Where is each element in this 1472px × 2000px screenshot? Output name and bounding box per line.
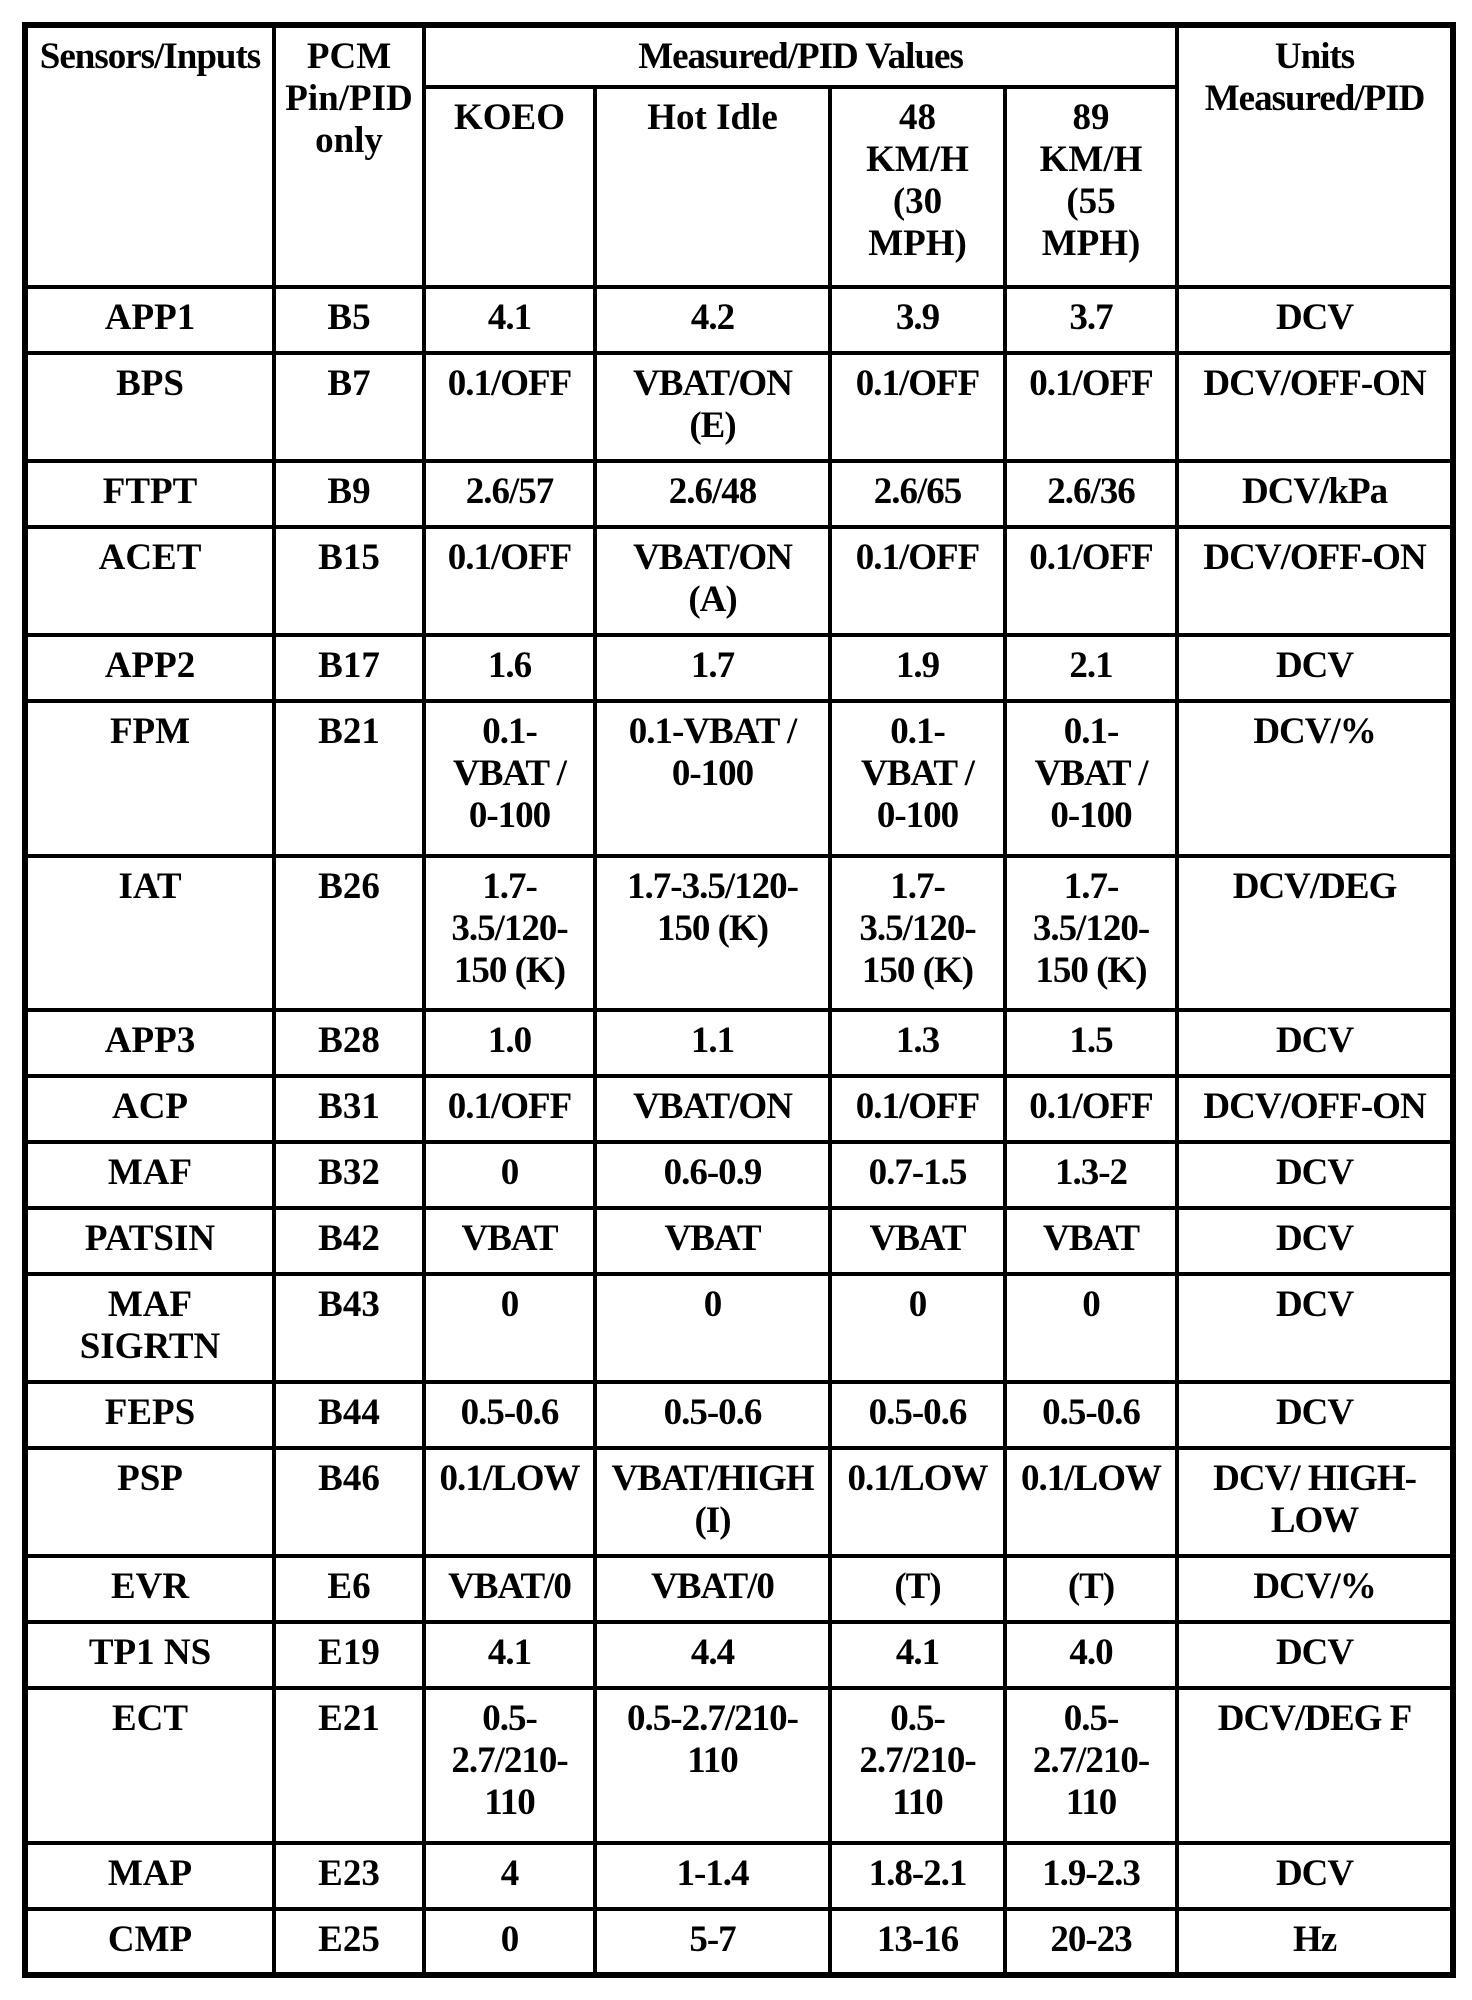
cell-89-kmh: 0.5- 2.7/210- 110 <box>1005 1688 1177 1842</box>
table-row <box>25 287 1453 353</box>
cell-koeo: 0.5-0.6 <box>424 1382 595 1448</box>
cell-sensor: FPM <box>25 701 274 855</box>
cell-units: DCV/DEG <box>1177 856 1453 1010</box>
cell-units: DCV <box>1177 1010 1453 1076</box>
cell-koeo: 0.5- 2.7/210- 110 <box>424 1688 595 1842</box>
table-row <box>25 1142 1453 1208</box>
cell-units: DCV/% <box>1177 701 1453 855</box>
cell-pin: B46 <box>274 1448 424 1556</box>
cell-pin: B7 <box>274 353 424 461</box>
cell-89-kmh: 0.1/OFF <box>1005 353 1177 461</box>
cell-koeo: 1.0 <box>424 1010 595 1076</box>
cell-pin: E19 <box>274 1622 424 1688</box>
cell-sensor: IAT <box>25 856 274 1010</box>
cell-pin: B21 <box>274 701 424 855</box>
cell-koeo: 2.6/57 <box>424 461 595 527</box>
cell-units: DCV/OFF-ON <box>1177 353 1453 461</box>
cell-48-kmh: VBAT <box>830 1208 1005 1274</box>
cell-hot-idle: 4.4 <box>595 1622 830 1688</box>
cell-hot-idle: VBAT/ON (A) <box>595 527 830 635</box>
table-row <box>25 461 1453 527</box>
cell-48-kmh: 0.1/OFF <box>830 353 1005 461</box>
cell-48-kmh: 0.1/LOW <box>830 1448 1005 1556</box>
cell-koeo: 0 <box>424 1142 595 1208</box>
cell-units: Hz <box>1177 1909 1453 1975</box>
cell-48-kmh: 0.1/OFF <box>830 527 1005 635</box>
cell-hot-idle: 1.7-3.5/120- 150 (K) <box>595 856 830 1010</box>
cell-48-kmh: 13-16 <box>830 1909 1005 1975</box>
cell-units: DCV/OFF-ON <box>1177 527 1453 635</box>
cell-pin: B17 <box>274 635 424 701</box>
cell-hot-idle: VBAT/ON (E) <box>595 353 830 461</box>
cell-sensor: APP2 <box>25 635 274 701</box>
cell-48-kmh: 1.8-2.1 <box>830 1843 1005 1909</box>
cell-sensor: PSP <box>25 1448 274 1556</box>
cell-89-kmh: 4.0 <box>1005 1622 1177 1688</box>
cell-koeo: 0.1- VBAT / 0-100 <box>424 701 595 855</box>
cell-sensor: TP1 NS <box>25 1622 274 1688</box>
cell-48-kmh: 0.1- VBAT / 0-100 <box>830 701 1005 855</box>
cell-koeo: 1.7- 3.5/120- 150 (K) <box>424 856 595 1010</box>
cell-koeo: 4.1 <box>424 1622 595 1688</box>
table-row <box>25 635 1453 701</box>
cell-units: DCV/kPa <box>1177 461 1453 527</box>
cell-89-kmh: 1.5 <box>1005 1010 1177 1076</box>
cell-hot-idle: 1.1 <box>595 1010 830 1076</box>
cell-pin: B43 <box>274 1274 424 1382</box>
cell-89-kmh: 0.1/OFF <box>1005 527 1177 635</box>
cell-sensor: BPS <box>25 353 274 461</box>
cell-48-kmh: (T) <box>830 1556 1005 1622</box>
cell-sensor: ACP <box>25 1076 274 1142</box>
table-row <box>25 1909 1453 1975</box>
table-row <box>25 1556 1453 1622</box>
header-koeo: KOEO <box>424 87 595 287</box>
table-row <box>25 527 1453 635</box>
header-pcm-pin: PCM Pin/PID only <box>274 25 424 287</box>
cell-sensor: MAF SIGRTN <box>25 1274 274 1382</box>
cell-units: DCV/ HIGH- LOW <box>1177 1448 1453 1556</box>
cell-hot-idle: VBAT/0 <box>595 1556 830 1622</box>
cell-89-kmh: 0 <box>1005 1274 1177 1382</box>
cell-units: DCV/DEG F <box>1177 1688 1453 1842</box>
cell-pin: B5 <box>274 287 424 353</box>
cell-hot-idle: 0.5-2.7/210- 110 <box>595 1688 830 1842</box>
cell-48-kmh: 0.7-1.5 <box>830 1142 1005 1208</box>
sensor-pid-table <box>22 22 1456 1978</box>
cell-units: DCV <box>1177 1382 1453 1448</box>
header-hot-idle: Hot Idle <box>595 87 830 287</box>
cell-48-kmh: 1.7- 3.5/120- 150 (K) <box>830 856 1005 1010</box>
cell-48-kmh: 1.9 <box>830 635 1005 701</box>
cell-units: DCV <box>1177 1208 1453 1274</box>
cell-89-kmh: 2.1 <box>1005 635 1177 701</box>
cell-pin: B44 <box>274 1382 424 1448</box>
cell-hot-idle: 0.6-0.9 <box>595 1142 830 1208</box>
cell-89-kmh: (T) <box>1005 1556 1177 1622</box>
cell-hot-idle: 0.5-0.6 <box>595 1382 830 1448</box>
cell-koeo: 0.1/OFF <box>424 353 595 461</box>
cell-hot-idle: 5-7 <box>595 1909 830 1975</box>
cell-sensor: CMP <box>25 1909 274 1975</box>
table-row <box>25 1843 1453 1909</box>
cell-89-kmh: 0.1/OFF <box>1005 1076 1177 1142</box>
header-measured-pid-values: Measured/PID Values <box>424 25 1177 87</box>
table-row <box>25 1076 1453 1142</box>
cell-sensor: EVR <box>25 1556 274 1622</box>
cell-hot-idle: VBAT/ON <box>595 1076 830 1142</box>
cell-sensor: PATSIN <box>25 1208 274 1274</box>
cell-sensor: APP1 <box>25 287 274 353</box>
cell-koeo: 1.6 <box>424 635 595 701</box>
cell-hot-idle: 1.7 <box>595 635 830 701</box>
cell-hot-idle: 4.2 <box>595 287 830 353</box>
cell-hot-idle: 0 <box>595 1274 830 1382</box>
cell-89-kmh: 2.6/36 <box>1005 461 1177 527</box>
cell-sensor: MAP <box>25 1843 274 1909</box>
cell-89-kmh: VBAT <box>1005 1208 1177 1274</box>
cell-89-kmh: 20-23 <box>1005 1909 1177 1975</box>
cell-pin: B31 <box>274 1076 424 1142</box>
cell-units: DCV <box>1177 1274 1453 1382</box>
table-row <box>25 1208 1453 1274</box>
header-48-kmh: 48 KM/H (30 MPH) <box>830 87 1005 287</box>
cell-units: DCV <box>1177 635 1453 701</box>
cell-hot-idle: 2.6/48 <box>595 461 830 527</box>
cell-sensor: FTPT <box>25 461 274 527</box>
cell-pin: B26 <box>274 856 424 1010</box>
cell-pin: B15 <box>274 527 424 635</box>
table-row <box>25 1010 1453 1076</box>
table-row <box>25 1688 1453 1842</box>
cell-koeo: 0.1/OFF <box>424 1076 595 1142</box>
cell-units: DCV/% <box>1177 1556 1453 1622</box>
cell-48-kmh: 0.5- 2.7/210- 110 <box>830 1688 1005 1842</box>
cell-48-kmh: 3.9 <box>830 287 1005 353</box>
cell-pin: E6 <box>274 1556 424 1622</box>
cell-48-kmh: 0.5-0.6 <box>830 1382 1005 1448</box>
cell-koeo: VBAT/0 <box>424 1556 595 1622</box>
cell-89-kmh: 0.1/LOW <box>1005 1448 1177 1556</box>
cell-koeo: 0 <box>424 1909 595 1975</box>
header-units-measured: Units Measured/PID <box>1177 25 1453 287</box>
cell-sensor: FEPS <box>25 1382 274 1448</box>
table-row <box>25 1382 1453 1448</box>
table-row <box>25 353 1453 461</box>
cell-89-kmh: 3.7 <box>1005 287 1177 353</box>
header-89-kmh: 89 KM/H (55 MPH) <box>1005 87 1177 287</box>
cell-89-kmh: 1.9-2.3 <box>1005 1843 1177 1909</box>
cell-hot-idle: 0.1-VBAT / 0-100 <box>595 701 830 855</box>
cell-koeo: 4 <box>424 1843 595 1909</box>
table-body <box>25 287 1453 1975</box>
header-sensors-inputs: Sensors/Inputs <box>25 25 274 287</box>
cell-koeo: 4.1 <box>424 287 595 353</box>
cell-hot-idle: VBAT <box>595 1208 830 1274</box>
cell-89-kmh: 0.5-0.6 <box>1005 1382 1177 1448</box>
cell-48-kmh: 0.1/OFF <box>830 1076 1005 1142</box>
cell-pin: E25 <box>274 1909 424 1975</box>
cell-hot-idle: VBAT/HIGH (I) <box>595 1448 830 1556</box>
cell-sensor: ECT <box>25 1688 274 1842</box>
cell-units: DCV <box>1177 287 1453 353</box>
cell-sensor: ACET <box>25 527 274 635</box>
cell-48-kmh: 0 <box>830 1274 1005 1382</box>
cell-pin: B32 <box>274 1142 424 1208</box>
cell-48-kmh: 4.1 <box>830 1622 1005 1688</box>
table-row <box>25 1622 1453 1688</box>
cell-koeo: 0.1/LOW <box>424 1448 595 1556</box>
cell-units: DCV <box>1177 1622 1453 1688</box>
cell-koeo: VBAT <box>424 1208 595 1274</box>
cell-koeo: 0.1/OFF <box>424 527 595 635</box>
cell-pin: B42 <box>274 1208 424 1274</box>
sensor-table-container <box>22 22 1450 1978</box>
cell-pin: B9 <box>274 461 424 527</box>
cell-pin: E23 <box>274 1843 424 1909</box>
cell-pin: E21 <box>274 1688 424 1842</box>
cell-units: DCV <box>1177 1843 1453 1909</box>
table-row <box>25 701 1453 855</box>
cell-89-kmh: 1.3-2 <box>1005 1142 1177 1208</box>
cell-koeo: 0 <box>424 1274 595 1382</box>
cell-sensor: MAF <box>25 1142 274 1208</box>
cell-48-kmh: 2.6/65 <box>830 461 1005 527</box>
cell-hot-idle: 1-1.4 <box>595 1843 830 1909</box>
table-row <box>25 856 1453 1010</box>
cell-89-kmh: 1.7- 3.5/120- 150 (K) <box>1005 856 1177 1010</box>
cell-48-kmh: 1.3 <box>830 1010 1005 1076</box>
cell-sensor: APP3 <box>25 1010 274 1076</box>
cell-pin: B28 <box>274 1010 424 1076</box>
cell-units: DCV <box>1177 1142 1453 1208</box>
cell-89-kmh: 0.1- VBAT / 0-100 <box>1005 701 1177 855</box>
table-row <box>25 1274 1453 1382</box>
cell-units: DCV/OFF-ON <box>1177 1076 1453 1142</box>
table-row <box>25 1448 1453 1556</box>
